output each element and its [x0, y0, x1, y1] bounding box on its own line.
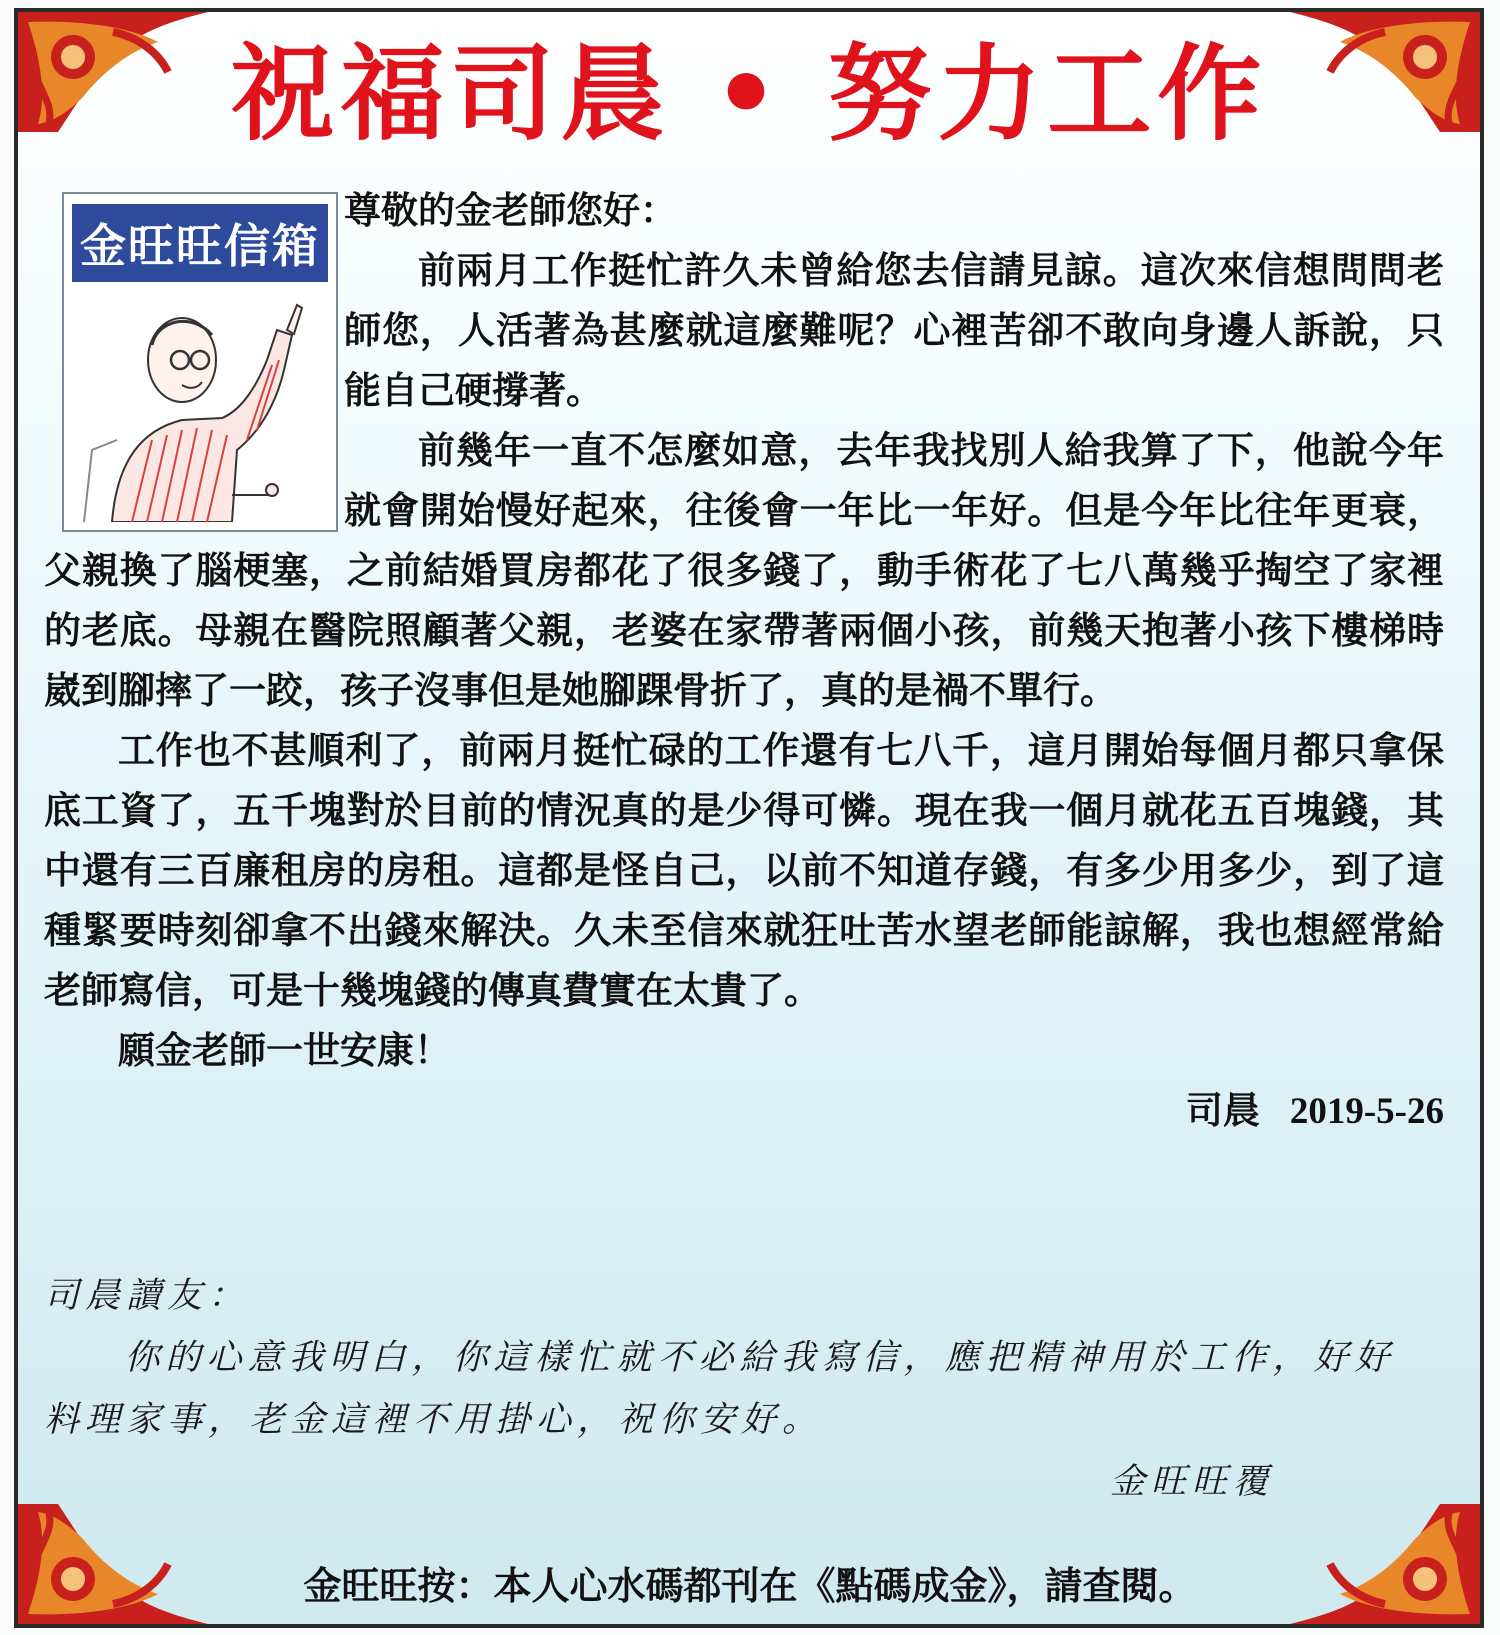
letter-date: 2019-5-26: [1289, 1091, 1444, 1132]
letter-paragraph: 工作也不甚順利了，前兩月挺忙碌的工作還有七八千，這月開始每個月都只拿保底工資了，五千塊對於目前的情況真的是少得可憐。現在我一個月就花五百塊錢，其中還有三百廉租房的房租。這都是怪自己，以前不知道存錢，有多少用多少，到了這種緊要時刻卻拿不出錢來解決。久未至信來就狂吐苦水望老師能諒解，我也想經常給老師寫信，可是十幾塊錢的傳真費實在太貴了。: [44, 728, 1444, 1012]
column-logo-label: 金旺旺信箱: [72, 204, 328, 282]
letter-closing: 願金老師一世安康！: [118, 1028, 451, 1072]
ornament-icon: [1290, 12, 1480, 132]
corner-ornament-top-left: [18, 12, 208, 132]
letter-paragraph: 前幾年一直不怎麼如意，去年我找別人給我算了下，他說今年就會開始慢好起來，往後會一年比一年好。但是今年比往年更衰，父親換了腦梗塞，之前結婚買房都花了很多錢了，動手術花了七八萬幾乎掏空了家裡的老底。母親在醫院照顧著父親，老婆在家帶著兩個小孩，前幾天抱著小孩下樓梯時崴到腳摔了一跤，孩子沒事但是她腳踝骨折了，真的是禍不單行。: [44, 428, 1444, 712]
reader-letter: [44, 180, 1444, 1142]
logo-spacer: [44, 180, 344, 520]
reply-body: 你的心意我明白，你這樣忙就不必給我寫信，應把精神用於工作，好好料理家事，老金這裡不用掛心，祝你安好。: [44, 1338, 1396, 1440]
reply-salutation: 司晨讀友：: [44, 1276, 250, 1316]
reply-signer: 金旺旺覆: [1109, 1462, 1274, 1502]
ornament-icon: [18, 12, 208, 132]
editor-note: 金旺旺按：本人心水碼都刊在《點碼成金》，請查閱。: [303, 1564, 1197, 1608]
letter-signature: [44, 1080, 1444, 1142]
letter-salutation: 尊敬的金老師您好：: [344, 188, 677, 232]
editor-reply: [44, 1265, 1434, 1513]
corner-ornament-top-right: [1290, 12, 1480, 132]
letter-signer: 司晨: [1185, 1088, 1260, 1132]
letter-paragraph: 前兩月工作挺忙許久未曾給您去信請見諒。這次來信想問問老師您，人活著為甚麼就這麼難呢？心裡苦卻不敢向身邊人訴說，只能自己硬撐著。: [344, 248, 1444, 412]
headline: 祝福司晨 • 努力工作: [230, 32, 1268, 155]
